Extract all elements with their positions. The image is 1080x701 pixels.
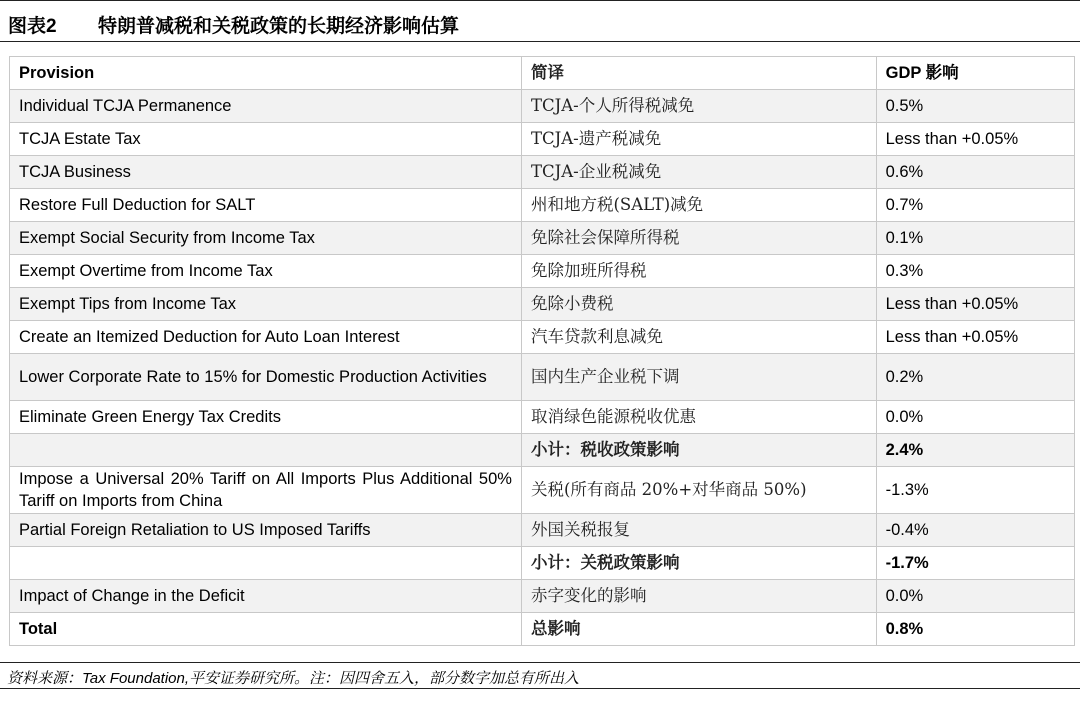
provision-cell: Eliminate Green Energy Tax Credits bbox=[10, 401, 522, 434]
subtotal-label: 小计：税收政策影响 bbox=[521, 434, 876, 467]
table-row bbox=[10, 514, 1075, 547]
table-row bbox=[10, 288, 1075, 321]
subtotal-value: -1.7% bbox=[876, 547, 1074, 580]
total-translation: 总影响 bbox=[521, 613, 876, 646]
provision-cell: TCJA Business bbox=[10, 156, 522, 189]
translation-cell: 国内生产企业税下调 bbox=[521, 354, 876, 401]
gdp-cell: 0.0% bbox=[876, 580, 1074, 613]
table-row bbox=[10, 401, 1075, 434]
gdp-cell: Less than +0.05% bbox=[876, 321, 1074, 354]
provision-cell: Lower Corporate Rate to 15% for Domestic Production Activities bbox=[10, 354, 522, 401]
total-row bbox=[10, 613, 1075, 646]
figure-title-bar bbox=[0, 0, 1080, 42]
provision-cell: Exempt Tips from Income Tax bbox=[10, 288, 522, 321]
translation-cell: 赤字变化的影响 bbox=[521, 580, 876, 613]
figure-title: 特朗普减税和关税政策的长期经济影响估算 bbox=[98, 16, 460, 37]
provision-cell: Individual TCJA Permanence bbox=[10, 90, 522, 123]
table-row bbox=[10, 354, 1075, 401]
total-value: 0.8% bbox=[876, 613, 1074, 646]
table-row bbox=[10, 467, 1075, 514]
header-translation: 简译 bbox=[521, 57, 876, 90]
gdp-cell: 0.2% bbox=[876, 354, 1074, 401]
provision-cell bbox=[10, 547, 522, 580]
table-row bbox=[10, 123, 1075, 156]
provision-cell: Impact of Change in the Deficit bbox=[10, 580, 522, 613]
translation-cell: 外国关税报复 bbox=[521, 514, 876, 547]
translation-cell: TCJA-企业税减免 bbox=[521, 156, 876, 189]
provision-cell: Impose a Universal 20% Tariff on All Imports Plus Additional 50% Tariff on Imports from China bbox=[10, 467, 522, 514]
translation-cell: 免除社会保障所得税 bbox=[521, 222, 876, 255]
gdp-cell: -1.3% bbox=[876, 467, 1074, 514]
provision-cell: Restore Full Deduction for SALT bbox=[10, 189, 522, 222]
table-row bbox=[10, 255, 1075, 288]
provision-cell bbox=[10, 434, 522, 467]
table-header-row bbox=[10, 57, 1075, 90]
total-label: Total bbox=[10, 613, 522, 646]
gdp-impact-table bbox=[9, 56, 1075, 646]
provision-cell: TCJA Estate Tax bbox=[10, 123, 522, 156]
translation-cell: 州和地方税(SALT)减免 bbox=[521, 189, 876, 222]
translation-cell: 取消绿色能源税收优惠 bbox=[521, 401, 876, 434]
gdp-cell: 0.5% bbox=[876, 90, 1074, 123]
table-row bbox=[10, 189, 1075, 222]
table-row bbox=[10, 321, 1075, 354]
subtotal-row bbox=[10, 547, 1075, 580]
source-note: 资料来源：Tax Foundation,平安证券研究所。注：因四舍五入，部分数字加总有所出入 bbox=[0, 662, 1080, 689]
gdp-cell: 0.0% bbox=[876, 401, 1074, 434]
header-provision: Provision bbox=[10, 57, 522, 90]
table-row bbox=[10, 222, 1075, 255]
subtotal-label: 小计：关税政策影响 bbox=[521, 547, 876, 580]
provision-cell: Exempt Social Security from Income Tax bbox=[10, 222, 522, 255]
subtotal-value: 2.4% bbox=[876, 434, 1074, 467]
gdp-cell: 0.3% bbox=[876, 255, 1074, 288]
subtotal-row bbox=[10, 434, 1075, 467]
table-row bbox=[10, 156, 1075, 189]
header-gdp-impact: GDP 影响 bbox=[876, 57, 1074, 90]
translation-cell: TCJA-遗产税减免 bbox=[521, 123, 876, 156]
gdp-cell: Less than +0.05% bbox=[876, 123, 1074, 156]
gdp-cell: -0.4% bbox=[876, 514, 1074, 547]
translation-cell: 关税(所有商品 20%+对华商品 50%) bbox=[521, 467, 876, 514]
table-row bbox=[10, 90, 1075, 123]
translation-cell: 汽车贷款利息减免 bbox=[521, 321, 876, 354]
gdp-cell: 0.6% bbox=[876, 156, 1074, 189]
translation-cell: 免除小费税 bbox=[521, 288, 876, 321]
table-row bbox=[10, 580, 1075, 613]
translation-cell: TCJA-个人所得税减免 bbox=[521, 90, 876, 123]
gdp-cell: Less than +0.05% bbox=[876, 288, 1074, 321]
provision-cell: Exempt Overtime from Income Tax bbox=[10, 255, 522, 288]
provision-cell: Create an Itemized Deduction for Auto Loan Interest bbox=[10, 321, 522, 354]
gdp-cell: 0.7% bbox=[876, 189, 1074, 222]
translation-cell: 免除加班所得税 bbox=[521, 255, 876, 288]
figure-number: 图表2 bbox=[8, 16, 57, 37]
provision-cell: Partial Foreign Retaliation to US Imposed Tariffs bbox=[10, 514, 522, 547]
gdp-cell: 0.1% bbox=[876, 222, 1074, 255]
